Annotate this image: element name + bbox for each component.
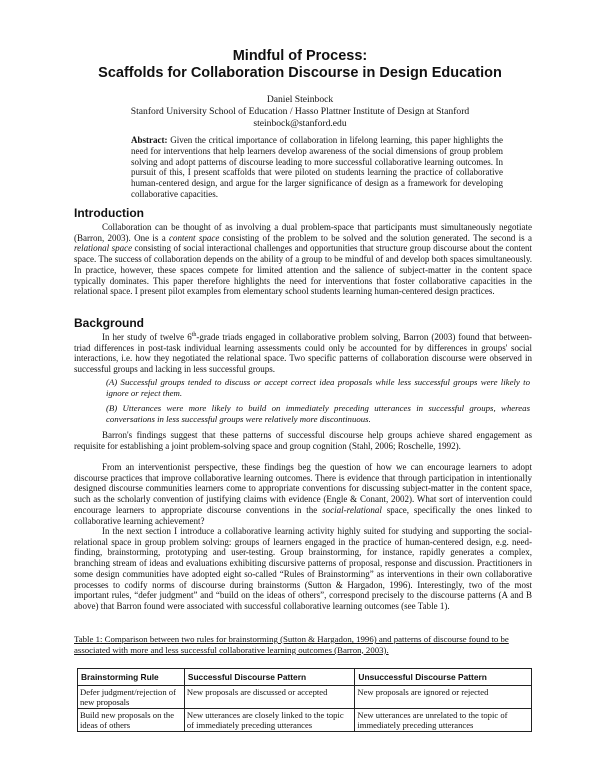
section-heading-background: Background [74, 316, 145, 330]
table-row [78, 709, 532, 732]
table-cell: Build new proposals on the ideas of others [78, 709, 185, 732]
pattern-item-b: (B) Utterances were more likely to build on immediately preceding utterances in successful groups, whereas conversations in less successful groups were relatively more discontinuous. [106, 403, 530, 424]
table-cell: New utterances are unrelated to the topic of immediately preceding utterances [355, 709, 532, 732]
author-name: Daniel Steinbock [266, 94, 334, 105]
author-email: steinbock@stanford.edu [253, 118, 347, 129]
text-run: In her study of twelve 6 [102, 332, 192, 342]
table-cell: New proposals are discussed or accepted [184, 686, 355, 709]
paper-title-line-2: Scaffolds for Collaboration Discourse in Design Education [98, 65, 502, 81]
background-paragraph-1 [74, 332, 532, 375]
author-affiliation: Stanford University School of Education / Hasso Plattner Institute of Design at Stanford [130, 106, 470, 117]
superscript: th [191, 332, 197, 338]
text-run: -grade triads engaged in collaborative problem solving, Barron (2003) found that between-triad differences in post-task individual learning assessments could only be accounted for by differences in groups' social interactions, i.e. how they negotiated the relational space. Two specific patterns of collaboration discourse were observed in successful groups and lacking in less successful groups. [74, 332, 532, 375]
abstract-text: Given the critical importance of collaboration in lifelong learning, this paper highlights the need for interventions that help learners develop awareness of the social dimensions of group problem solving and adopt patterns of discourse leading to more successful collaborative learning outcomes. In pursuit of this, I present scaffolds that were piloted on students learning the practice of collaborative human-centered design, and argue for the larger significance of design as a framework for developing collaborative capacities. [131, 135, 503, 199]
background-paragraph-3 [74, 462, 532, 526]
table-cell: New utterances are closely linked to the topic of immediately preceding utterances [184, 709, 355, 732]
emphasis: social-relational [322, 504, 382, 515]
emphasis: content space [169, 232, 220, 243]
table-cell: Defer judgment/rejection of new proposals [78, 686, 185, 709]
table-header-cell: Successful Discourse Pattern [184, 669, 355, 686]
table-row [78, 686, 532, 709]
text-run: space, specifically the ones linked to collaborative learning achievement? [74, 504, 532, 526]
table-caption: Table 1: Comparison between two rules for brainstorming (Sutton & Hargadon, 1996) and patterns of discourse found to be associated with more and less successful collaborative learning outcomes (Barron, 2003). [74, 634, 509, 655]
intro-paragraph [74, 222, 532, 297]
table-header-cell: Unsuccessful Discourse Pattern [355, 669, 532, 686]
table-header-row [78, 669, 532, 686]
text-run: consisting of social interactional challenges and opportunities that structure group discourse about the content space. The success of collaboration depends on the ability of a group to be mindful of and develop both spaces simultaneously. In practice, however, these spaces compete for limited attention and the salience of subject-matter in the content space typically dominates. This paper therefore highlights the need for interventions that foster collaborative capacities in the relational space. I present pilot examples from elementary school students learning human-centered design practices. [74, 243, 532, 297]
abstract-label: Abstract: [131, 135, 168, 145]
background-paragraph-4: In the next section I introduce a collaborative learning activity highly suited for studying and supporting the social-relational space in group problem solving: groups of learners engaged in the practice of human-centered design, e.g. need-finding, brainstorming, prototyping and user-testing. Group brainstorming, for instance, rapidly generates a complex, branching stream of ideas and evaluations exhibiting discursive patterns of proposal, response and discussion. Practitioners in some design communities have adopted eight so-called “Rules of Brainstorming” as interventions in their own collaborative processes to codify norms of discourse during brainstorms (Sutton & Hargadon, 1996). Interestingly, two of the most important rules, “defer judgment” and “build on the ideas of others”, correspond precisely to the discourse patterns (A and B above) that Barron found were associated with successful collaborative learning outcomes (see Table 1). [74, 526, 532, 611]
text-run: Collaboration can be thought of as involving a dual problem-space that participants must simultaneously negotiate (Barron, 2003). One is a [74, 222, 532, 243]
emphasis: relational space [74, 243, 133, 254]
table-cell: New proposals are ignored or rejected [355, 686, 532, 709]
pattern-item-a: (A) Successful groups tended to discuss or accept correct idea proposals while less successful groups were likely to ignore or reject them. [106, 377, 530, 398]
text-run: consisting of the problem to be solved and the solution generated. The second is a [219, 232, 532, 243]
background-paragraph-2: Barron's findings suggest that these patterns of successful discourse help groups achieve shared engagement as requisite for establishing a joint problem-solving space and group cognition (Stahl, 2006; Roschelle, 1992). [74, 430, 532, 451]
comparison-table [77, 668, 532, 732]
section-heading-introduction: Introduction [74, 206, 144, 220]
abstract [131, 135, 503, 200]
text-run: From an interventionist perspective, these findings beg the question of how we can encourage learners to adopt discourse practices that improve collaborative learning outcomes. There is evidence that through participation in intentionally designed discourse communities learners come to appropriate conventions for discussing subject-matter in the content space, such as the scholarly convention of justifying claims with evidence (Engle & Conant, 2002). What sort of intervention could encourage learners to appropriate discourse conventions in the [74, 462, 532, 515]
paper-title-line-1: Mindful of Process: [232, 48, 368, 64]
table-header-cell: Brainstorming Rule [78, 669, 185, 686]
